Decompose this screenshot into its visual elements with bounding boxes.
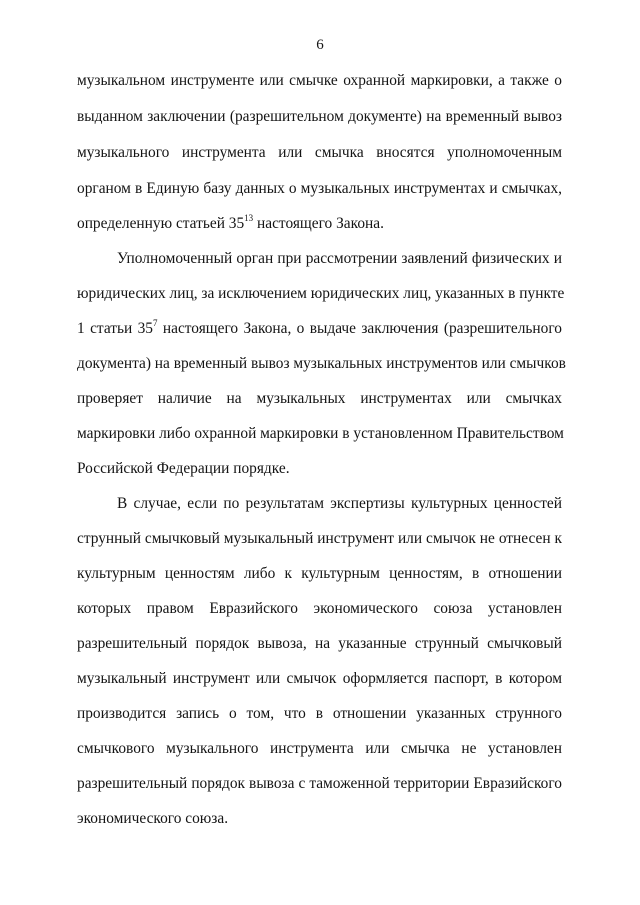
paragraph-3-line-7: производится запись о том, что в отношении указанных струнного [77, 705, 562, 722]
paragraph-2-line-1: Уполномоченный орган при рассмотрении заявлений физических и [117, 250, 562, 267]
paragraph-2-line-4: документа) на временный вывоз музыкальных инструментов или смычков [77, 355, 566, 372]
paragraph-2-line-6: маркировки либо охранной маркировки в установленном Правительством [77, 425, 564, 442]
paragraph-3-line-1: В случае, если по результатам экспертизы культурных ценностей [117, 495, 562, 512]
text-segment: 1 статьи 35 [77, 320, 153, 337]
paragraph-1-line-1: музыкальном инструменте или смычке охранной маркировки, а также о [77, 72, 562, 89]
paragraph-2-line-7: Российской Федерации порядке. [77, 460, 290, 477]
text-segment: определенную статьей 35 [77, 215, 245, 232]
paragraph-3-line-5: разрешительный порядок вывоза, на указанные струнный смычковый [77, 635, 562, 652]
text-segment: настоящего Закона. [253, 215, 384, 232]
paragraph-1-line-5 [77, 214, 562, 234]
paragraph-2-line-3 [77, 319, 562, 339]
paragraph-3-line-4: которых правом Евразийского экономического союза установлен [77, 600, 562, 617]
paragraph-1-line-3: музыкального инструмента или смычка вносятся уполномоченным [77, 144, 562, 161]
paragraph-3-line-8: смычкового музыкального инструмента или смычка не установлен [77, 740, 562, 757]
page-number: 6 [316, 37, 324, 53]
paragraph-2-line-2: юридических лиц, за исключением юридических лиц, указанных в пункте [77, 285, 565, 302]
paragraph-2-line-5: проверяет наличие на музыкальных инструментах или смычках [77, 390, 562, 407]
superscript: 7 [153, 317, 158, 328]
paragraph-3-line-10: экономического союза. [77, 810, 229, 827]
paragraph-3-line-9: разрешительный порядок вывоза с таможенной территории Евразийского [77, 775, 562, 792]
superscript: 13 [244, 212, 254, 223]
paragraph-1-line-2: выданном заключении (разрешительном документе) на временный вывоз [77, 108, 562, 125]
paragraph-3-line-3: культурным ценностям либо к культурным ценностям, в отношении [77, 565, 562, 582]
paragraph-1-line-4: органом в Единую базу данных о музыкальных инструментах и смычках, [77, 180, 562, 197]
paragraph-3-line-2: струнный смычковый музыкальный инструмент или смычок не отнесен к [77, 530, 562, 547]
text-segment: настоящего Закона, о выдаче заключения (разрешительного [157, 320, 562, 337]
paragraph-3-line-6: музыкальный инструмент или смычок оформляется паспорт, в котором [77, 670, 562, 687]
